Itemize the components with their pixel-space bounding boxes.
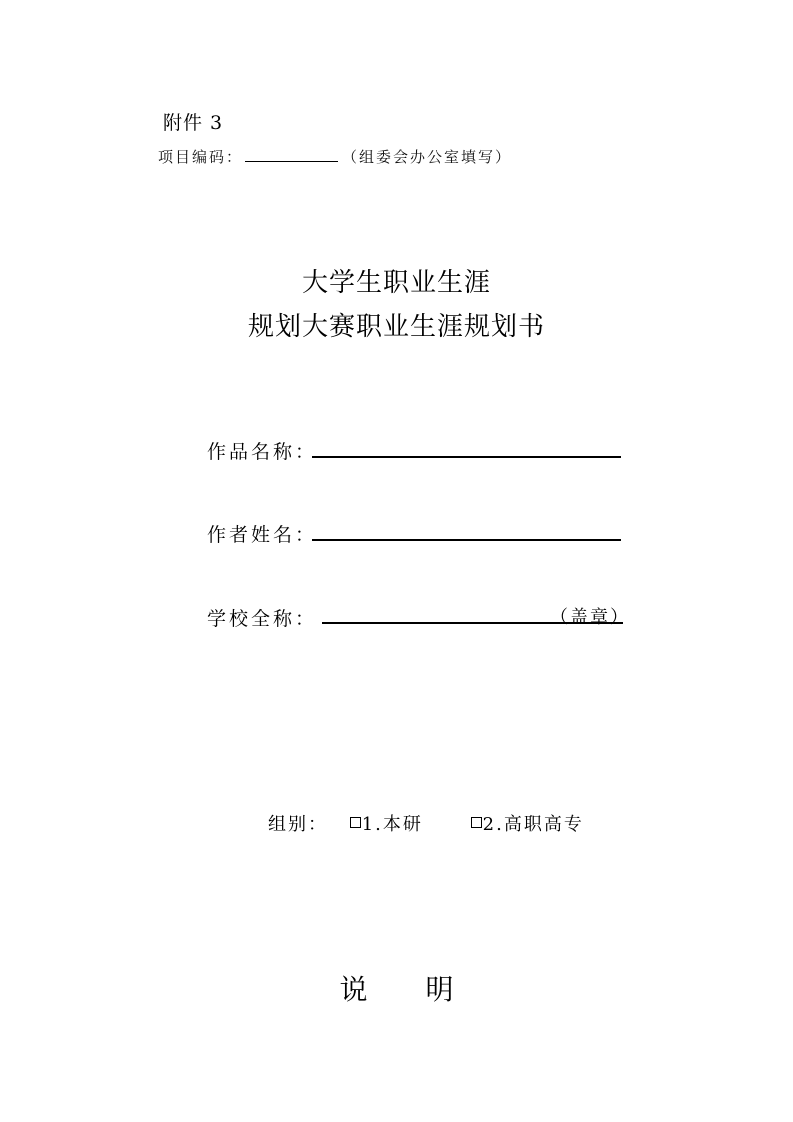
seal-note: （盖章） — [550, 607, 630, 628]
checkbox-icon[interactable] — [350, 817, 361, 828]
group-option-vocational[interactable] — [471, 810, 584, 836]
document-title-line-1: 大学生职业生涯 — [301, 268, 491, 298]
author-name-label: 作者姓名： — [207, 524, 318, 546]
group-label: 组别： — [268, 814, 328, 835]
group-option-vocational-label: 2.高职高专 — [482, 814, 584, 835]
group-option-undergrad[interactable] — [350, 810, 423, 836]
author-name-field[interactable] — [312, 539, 621, 541]
project-code-label: 项目编码： — [158, 148, 244, 166]
project-code-blank[interactable] — [245, 147, 338, 162]
group-option-undergrad-label: 1.本研 — [361, 814, 423, 835]
explain-heading-char-2: 明 — [425, 973, 454, 1006]
document-title-line-2: 规划大赛职业生涯规划书 — [247, 312, 545, 342]
project-code-note: （组委会办公室填写） — [342, 148, 513, 166]
attachment-label: 附件 3 — [163, 112, 224, 134]
work-name-field[interactable] — [312, 456, 621, 458]
group-row — [268, 810, 584, 836]
work-name-label: 作品名称： — [207, 441, 318, 463]
explain-heading-char-1: 说 — [339, 973, 368, 1006]
school-name-label: 学校全称： — [207, 608, 318, 630]
checkbox-icon[interactable] — [471, 817, 482, 828]
explain-heading — [0, 968, 793, 1008]
project-code-row — [158, 146, 512, 167]
